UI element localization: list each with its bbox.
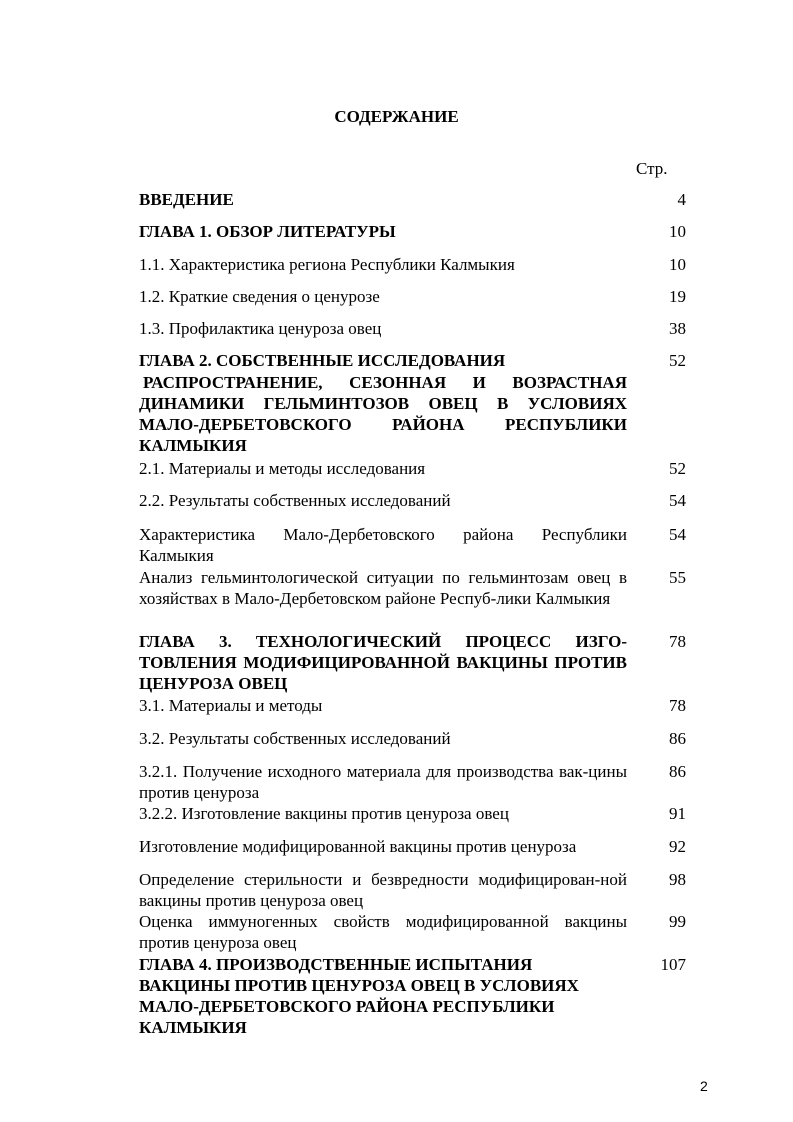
toc-entry-chapter-2: ГЛАВА 2. СОБСТВЕННЫЕ ИССЛЕДОВАНИЯ — [139, 351, 506, 370]
toc-page-sterility-test: 98 — [669, 870, 686, 889]
toc-entry-modified-vaccine-production: Изготовление модифицированной вакцины против ценуроза — [139, 837, 577, 856]
toc-entry-1-2: 1.2. Краткие сведения о ценурозе — [139, 287, 380, 306]
toc-page-3-1: 78 — [669, 696, 686, 715]
toc-page-chapter-1: 10 — [669, 222, 686, 241]
toc-entry-3-2-2: 3.2.2. Изготовление вакцины против ценуроза овец — [139, 804, 509, 823]
toc-page-1-3: 38 — [669, 319, 686, 338]
toc-entry-introduction: ВВЕДЕНИЕ — [139, 190, 234, 209]
toc-entry-2-2: 2.2. Результаты собственных исследований — [139, 491, 451, 510]
toc-page-3-2: 86 — [669, 729, 686, 748]
toc-entry-helminth-analysis: Анализ гельминтологической ситуации по гельминтозам овец в хозяйствах в Мало-Дербетовском районе Респуб-лики Калмыкия — [139, 568, 627, 608]
toc-page-chapter-3: 78 — [669, 632, 686, 651]
toc-entry-chapter-2-subtitle: РАСПРОСТРАНЕНИЕ, СЕЗОННАЯ И ВОЗРАСТНАЯ ДИНАМИКИ ГЕЛЬМИНТОЗОВ ОВЕЦ В УСЛОВИЯХ МАЛО-ДЕРБЕТОВСКОГО РАЙОНА РЕСПУБЛИКИ КАЛМЫКИЯ — [139, 373, 627, 455]
toc-page-helminth-analysis: 55 — [669, 568, 686, 587]
toc-page-3-2-2: 91 — [669, 804, 686, 823]
page-number: 2 — [700, 1078, 708, 1094]
toc-title: СОДЕРЖАНИЕ — [334, 107, 459, 126]
toc-entry-chapter-3: ГЛАВА 3. ТЕХНОЛОГИЧЕСКИЙ ПРОЦЕСС ИЗГО-ТОВЛЕНИЯ МОДИФИЦИРОВАННОЙ ВАКЦИНЫ ПРОТИВ ЦЕНУРОЗА ОВЕЦ — [139, 632, 627, 693]
toc-page-2-1: 52 — [669, 459, 686, 478]
toc-page-3-2-1: 86 — [669, 762, 686, 781]
toc-entry-chapter-1: ГЛАВА 1. ОБЗОР ЛИТЕРАТУРЫ — [139, 222, 396, 241]
toc-entry-3-2-1: 3.2.1. Получение исходного материала для производства вак-цины против ценуроза — [139, 762, 627, 802]
toc-page-modified-vaccine-production: 92 — [669, 837, 686, 856]
toc-entry-region-characteristics: Характеристика Мало-Дербетовского района Республики Калмыкия — [139, 525, 627, 565]
toc-page-region-characteristics: 54 — [669, 525, 686, 544]
toc-page-2-2: 54 — [669, 491, 686, 510]
toc-entry-1-1: 1.1. Характеристика региона Республики Калмыкия — [139, 255, 515, 274]
toc-entry-1-3: 1.3. Профилактика ценуроза овец — [139, 319, 382, 338]
page-column-header: Стр. — [636, 159, 668, 178]
toc-entry-chapter-4: ГЛАВА 4. ПРОИЗВОДСТВЕННЫЕ ИСПЫТАНИЯ ВАКЦИНЫ ПРОТИВ ЦЕНУРОЗА ОВЕЦ В УСЛОВИЯХ МАЛО-ДЕРБЕТОВСКОГО РАЙОНА РЕСПУБЛИКИ КАЛМЫКИЯ — [139, 955, 579, 1037]
toc-page-1-2: 19 — [669, 287, 686, 306]
toc-entry-sterility-test: Определение стерильности и безвредности модифицирован-ной вакцины против ценуроза овец — [139, 870, 627, 910]
toc-page-1-1: 10 — [669, 255, 686, 274]
toc-page-chapter-2: 52 — [669, 351, 686, 370]
toc-page-immunogenic-evaluation: 99 — [669, 912, 686, 931]
toc-entry-2-1: 2.1. Материалы и методы исследования — [139, 459, 426, 478]
toc-page-introduction: 4 — [677, 190, 686, 209]
toc-entry-3-1: 3.1. Материалы и методы — [139, 696, 323, 715]
toc-entry-immunogenic-evaluation: Оценка иммуногенных свойств модифицированной вакцины против ценуроза овец — [139, 912, 627, 952]
toc-entry-3-2: 3.2. Результаты собственных исследований — [139, 729, 451, 748]
toc-page-chapter-4: 107 — [660, 955, 686, 974]
